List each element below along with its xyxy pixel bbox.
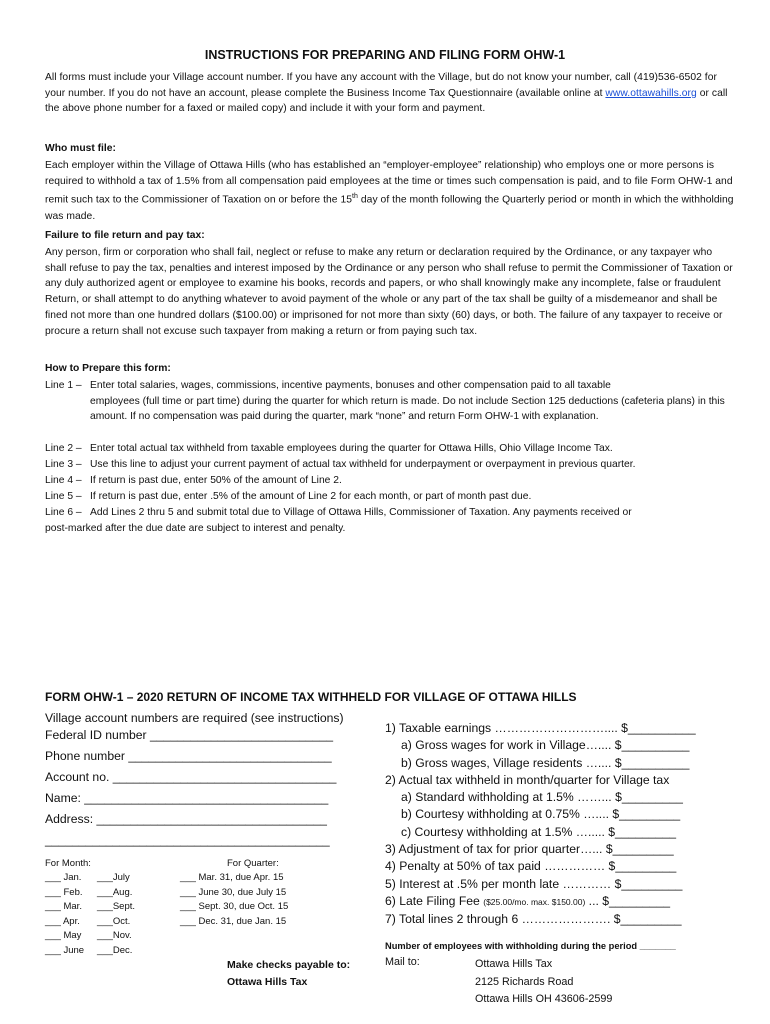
line-text-cont: employees (full time or part time) during the quarter for which return is made. Do not include Section 125 deductions (cafeteria plans) in this amount. If no compensation was paid during the quarter, mark “none” and return Form OHW-1 with explanation. xyxy=(90,395,725,423)
line-gross-wages-residents[interactable]: b) Gross wages, Village residents ….... $__________ xyxy=(401,755,690,770)
left-fields xyxy=(45,708,375,851)
mail-label: Mail to: xyxy=(385,956,420,968)
line-penalty[interactable]: 4) Penalty at 50% of tax paid …………… $_________ xyxy=(385,859,677,874)
how-to-heading: How to Prepare this form: xyxy=(45,363,171,374)
month-checkbox-oct[interactable]: ___Oct. xyxy=(97,915,131,927)
month-checkbox-aug[interactable]: ___Aug. xyxy=(97,886,133,898)
intro-text-cont: or call the above phone number for a faxed or mailed copy) and include it with your form and payment. xyxy=(45,87,728,115)
month-checkbox-jan[interactable]: ___ Jan. xyxy=(45,872,82,883)
line-text: Enter total actual tax withheld from taxable employees during the quarter for Ottawa Hills, Ohio Village Income Tax. xyxy=(90,443,613,454)
address-field[interactable]: Address: __________________________________ xyxy=(45,812,327,826)
line-text: If return is past due, enter .5% of the amount of Line 2 for each month, or part of month past due. xyxy=(90,491,532,502)
line-text: Use this line to adjust your current payment of actual tax withheld for underpayment or overpayment in previous quarter. xyxy=(90,459,636,470)
late-fee-label: 6) Late Filing Fee xyxy=(385,893,484,908)
name-field[interactable]: Name: ____________________________________ xyxy=(45,791,329,805)
who-text: Each employer within the Village of Ottawa Hills (who has established an “employer-employee” relationship) who employs one or more persons is required to withhold a tax of 1.5% from all compensation paid employees at the time or times such compensation is paid, and to file Form OHW-1 and remit such tax to the Commissioner of Taxation on or before the 15 xyxy=(45,160,733,206)
federal-id-field[interactable]: Federal ID number ___________________________ xyxy=(45,728,334,742)
month-checkbox-apr[interactable]: ___ Apr. xyxy=(45,915,80,927)
page-title: INSTRUCTIONS FOR PREPARING AND FILING FORM OHW-1 xyxy=(204,48,566,62)
quarter-checkbox-q4[interactable]: ___ Dec. 31, due Jan. 15 xyxy=(180,915,287,927)
line-actual-tax-withheld: 2) Actual tax withheld in month/quarter for Village tax xyxy=(385,772,670,787)
line-late-fee[interactable] xyxy=(385,893,730,911)
line-label: Line 3 – xyxy=(45,459,82,470)
month-checkbox-june[interactable]: ___ June xyxy=(45,944,85,956)
line-adjustment[interactable]: 3) Adjustment of tax for prior quarter…... $_________ xyxy=(385,842,674,857)
month-checkbox-nov[interactable]: ___Nov. xyxy=(97,930,132,942)
mail-street: 2125 Richards Road xyxy=(475,975,574,988)
quarter-checkbox-q2[interactable]: ___ June 30, due July 15 xyxy=(180,886,287,898)
payable-note xyxy=(227,957,350,991)
line-label: Line 6 – xyxy=(45,507,82,518)
address-line-2-field[interactable]: __________________________________________ xyxy=(45,833,330,847)
line-label: Line 1 – xyxy=(45,380,82,391)
line-text: Enter total salaries, wages, commissions, incentive payments, bonuses and other compensation paid to all taxable xyxy=(90,380,611,391)
mail-address xyxy=(475,956,612,1009)
employees-count[interactable]: Number of employees with withholding during the period _______ xyxy=(385,941,676,951)
superscript: th xyxy=(352,193,358,201)
instruction-line-5 xyxy=(45,489,735,505)
account-number-field[interactable]: Account no. _________________________________ xyxy=(45,770,337,784)
intro-paragraph xyxy=(45,70,735,117)
instruction-line-3 xyxy=(45,457,735,473)
line-interest[interactable]: 5) Interest at .5% per month late ………… $_________ xyxy=(385,876,683,891)
line-total[interactable]: 7) Total lines 2 through 6 …………………. $_________ xyxy=(385,912,682,927)
line-standard-withholding[interactable]: a) Standard withholding at 1.5% ……... $_________ xyxy=(401,790,683,805)
website-link[interactable]: www.ottawahills.org xyxy=(605,87,697,99)
line-courtesy-075[interactable]: b) Courtesy withholding at 0.75% ….... $_________ xyxy=(401,807,681,822)
line-courtesy-15[interactable]: c) Courtesy withholding at 1.5% …..... $_________ xyxy=(401,824,677,839)
line-label: Line 4 – xyxy=(45,475,82,486)
line-label: Line 5 – xyxy=(45,491,82,502)
late-fee-amount: ... $_________ xyxy=(585,893,671,908)
month-checkbox-sept[interactable]: ___Sept. xyxy=(97,901,136,913)
line-gross-wages-work[interactable]: a) Gross wages for work in Village….... $__________ xyxy=(401,738,690,753)
mail-recipient: Ottawa Hills Tax xyxy=(475,958,553,970)
payable-name: Ottawa Hills Tax xyxy=(227,976,308,988)
instruction-line-4 xyxy=(45,473,735,489)
for-quarter-heading: For Quarter: xyxy=(227,858,279,869)
month-checkbox-may[interactable]: ___ May xyxy=(45,930,82,942)
month-col-1 xyxy=(45,871,84,959)
failure-heading: Failure to file return and pay tax: xyxy=(45,230,205,241)
mail-city: Ottawa Hills OH 43606-2599 xyxy=(475,993,613,1005)
intro-text: All forms must include your Village account number. If you have any account with the Village, but do not know your number, call (419)536-6502 for your number. If you do not have an account, please complete the Business Income Tax Questionnaire (available online at xyxy=(45,72,717,99)
line-text: Add Lines 2 thru 5 and submit total due to Village of Ottawa Hills, Commissioner of Taxation. Any payments received or xyxy=(90,507,632,518)
late-fee-note: ($25.00/mo. max. $150.00) xyxy=(483,896,586,907)
month-checkbox-mar[interactable]: ___ Mar. xyxy=(45,901,82,913)
line-text-tail: post-marked after the due date are subject to interest and penalty. xyxy=(45,522,346,534)
instruction-line-2 xyxy=(45,441,735,457)
instruction-line-6 xyxy=(45,505,735,536)
line-taxable-earnings[interactable]: 1) Taxable earnings ……………………….... $__________ xyxy=(385,721,696,735)
quarter-checkbox-q3[interactable]: ___ Sept. 30, due Oct. 15 xyxy=(180,901,289,913)
month-checkbox-feb[interactable]: ___ Feb. xyxy=(45,886,83,898)
who-must-file-text xyxy=(45,158,735,224)
failure-text: Any person, firm or corporation who shall fail, neglect or refuse to make any return or declaration required by the Ordinance, or any taxpayer who shall refuse to pay the tax, penalties and interest imposed by the Ordinance or any person who shall refuse to permit the Commissioner of Taxation or any duly authorized agent or employee to examine his books, records and papers, or who shall knowingly make any incomplete, false or fraudulent Return, or shall attempt to do anything whatever to avoid payment of the whole or any part of the tax shall be guilty of a misdemeanor and shall be fined not more than one hundred dollars ($100.00) or imprisoned for not more than sixty (60) days, or both. The failure of any taxpayer to receive or procure a return shall not excuse such taxpayer from making a return or from paying such tax. xyxy=(45,247,733,337)
line-label: Line 2 – xyxy=(45,443,82,454)
instruction-line-1 xyxy=(45,378,735,425)
phone-field[interactable]: Phone number ______________________________ xyxy=(45,749,332,763)
account-note: Village account numbers are required (see instructions) xyxy=(45,711,344,725)
quarter-checkbox-q1[interactable]: ___ Mar. 31, due Apr. 15 xyxy=(180,872,284,883)
form-title: FORM OHW-1 – 2020 RETURN OF INCOME TAX WITHHELD FOR VILLAGE OF OTTAWA HILLS xyxy=(45,690,577,704)
month-checkbox-july[interactable]: ___July xyxy=(97,872,130,883)
for-month-heading: For Month: xyxy=(45,858,91,869)
line-text: If return is past due, enter 50% of the amount of Line 2. xyxy=(90,475,342,486)
quarter-list xyxy=(180,871,288,929)
who-must-file-heading: Who must file: xyxy=(45,143,116,154)
month-col-2 xyxy=(97,871,135,959)
payable-label: Make checks payable to: xyxy=(227,959,351,971)
month-checkbox-dec[interactable]: ___Dec. xyxy=(97,944,133,956)
who-text-cont: day of the month following the Quarterly period or month in which the withholding was made. xyxy=(45,194,734,222)
tax-lines xyxy=(385,720,730,929)
